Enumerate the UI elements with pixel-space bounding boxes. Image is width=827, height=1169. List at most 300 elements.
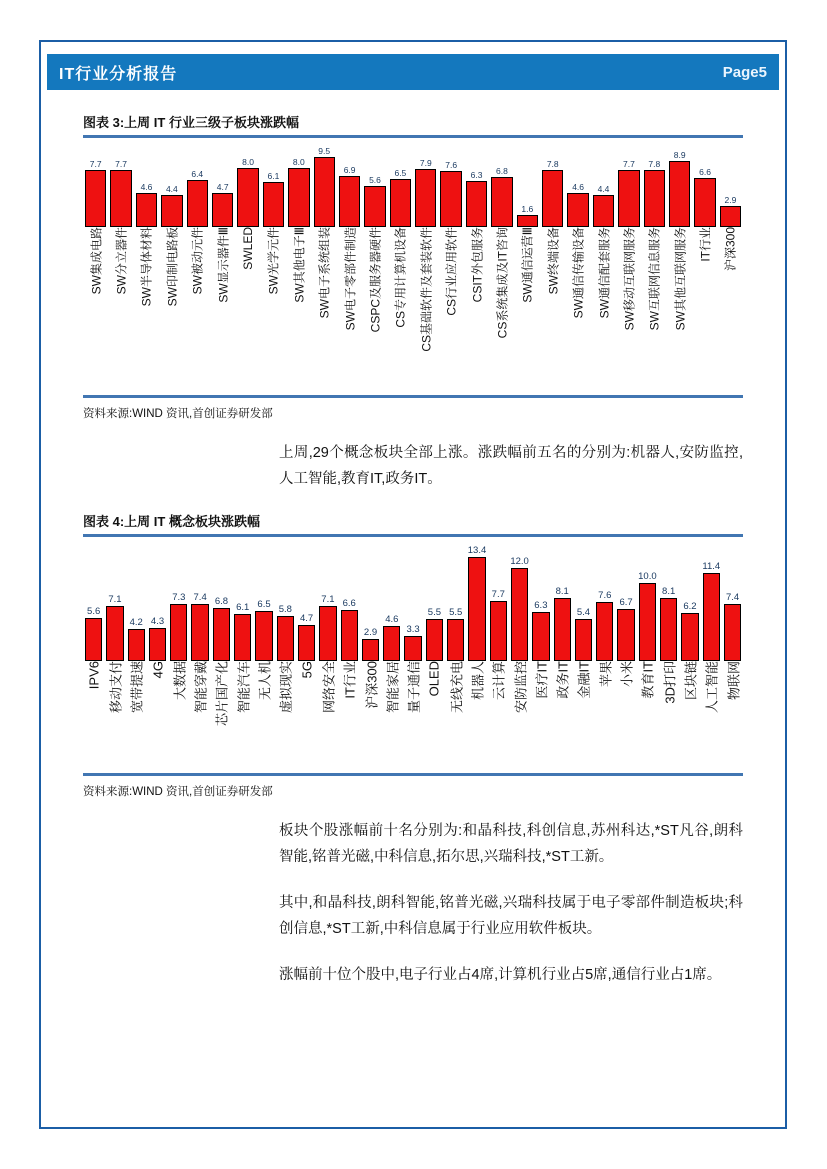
chart-column — [106, 594, 123, 773]
bar-value-label: 10.0 — [638, 571, 657, 583]
category-label-text: SW通信配套服务 — [597, 227, 611, 319]
category-label-text: 3D打印 — [662, 661, 678, 705]
bar-value-label: 5.8 — [278, 604, 292, 616]
figure3-chart — [83, 146, 743, 395]
category-label — [511, 661, 528, 773]
chart-column — [681, 601, 698, 773]
category-label-text: IT行业 — [342, 661, 358, 699]
category-label — [468, 661, 485, 773]
chart-column — [136, 182, 157, 395]
category-label — [669, 227, 690, 395]
bar-value-label: 7.8 — [546, 158, 559, 169]
category-label — [517, 227, 538, 395]
bar-value-label: 4.4 — [165, 183, 178, 194]
chart-column — [618, 159, 639, 395]
chart-column — [596, 590, 613, 773]
bar-value-label: 7.7 — [491, 589, 505, 601]
category-label — [85, 227, 106, 395]
bar — [106, 606, 123, 661]
category-label-text: 4G — [150, 661, 166, 679]
category-label — [263, 227, 284, 395]
bar-value-label: 4.3 — [150, 615, 165, 627]
category-label — [426, 661, 443, 773]
chart-column — [466, 170, 487, 396]
category-label-text: 网络安全 — [321, 661, 337, 714]
category-label-text: CS系统集成及IT咨询 — [495, 227, 510, 339]
bar — [161, 195, 182, 228]
category-label — [554, 661, 571, 773]
category-label — [136, 227, 157, 395]
category-label-text: 云计算 — [491, 661, 507, 701]
bar-value-label: 2.9 — [363, 626, 378, 638]
category-label-text: SW电子零部件制造 — [343, 227, 358, 331]
paragraph-4: 涨幅前十位个股中,电子行业占4席,计算机行业占5席,通信行业占1席。 — [279, 966, 722, 983]
category-label-text: 智能家居 — [385, 661, 401, 714]
bar — [170, 604, 187, 661]
category-label — [639, 661, 656, 773]
category-label — [567, 227, 588, 395]
category-label — [617, 661, 634, 773]
chart-column — [724, 592, 741, 774]
bar-value-label: 6.4 — [191, 168, 204, 179]
bar — [466, 181, 487, 228]
category-label — [362, 661, 379, 773]
bar-value-label: 3.3 — [406, 623, 420, 635]
bar-value-label: 6.8 — [496, 165, 508, 176]
category-label-text: CSIT外包服务 — [470, 227, 485, 303]
category-label-text: 教育IT — [640, 661, 656, 699]
bar — [277, 616, 294, 661]
category-label — [440, 227, 461, 395]
bar — [110, 170, 131, 227]
report-title: IT行业分析报告 — [59, 65, 178, 83]
chart-column — [212, 182, 233, 396]
bar — [298, 625, 315, 662]
bar-value-label: 4.2 — [129, 616, 143, 628]
bar-value-label: 7.7 — [622, 159, 635, 170]
chart-column — [415, 158, 436, 395]
chart-column — [161, 184, 182, 396]
bar-value-label: 5.6 — [87, 605, 101, 617]
chart-column — [288, 157, 309, 395]
chart-column — [110, 159, 131, 395]
bar — [187, 180, 208, 227]
category-label — [170, 661, 187, 773]
category-label — [491, 227, 512, 395]
page-frame — [39, 40, 787, 1129]
chart-column — [149, 616, 166, 774]
category-label — [106, 661, 123, 773]
category-label — [161, 227, 182, 395]
bar-value-label: 6.3 — [470, 169, 483, 180]
bar-value-label: 6.6 — [699, 167, 711, 178]
category-label — [212, 227, 233, 395]
bar-value-label: 1.6 — [521, 204, 534, 215]
bar-value-label: 5.4 — [576, 607, 591, 619]
category-label-text: SW印制电路板 — [165, 227, 180, 307]
category-label-text: SW光学元件 — [266, 227, 281, 295]
category-label-text: SW通信运营Ⅲ — [520, 227, 535, 303]
bar — [85, 170, 106, 227]
bar-value-label: 6.2 — [683, 601, 697, 613]
category-label — [490, 661, 507, 773]
chart-column — [341, 598, 358, 773]
paragraph-1: 上周,29个概念板块全部上涨。涨跌幅前五名的分别为:机器人,安防监控,人工智能,教育IT,政务IT。 — [279, 445, 743, 488]
category-label — [298, 661, 315, 773]
category-label-text: SW半导体材料 — [139, 227, 154, 307]
bar — [644, 170, 665, 228]
category-label — [187, 227, 208, 395]
bar-value-label: 6.9 — [343, 165, 356, 176]
category-label — [288, 227, 309, 395]
bar-value-label: 7.3 — [172, 592, 186, 604]
category-label-text: SW移动互联网服务 — [622, 227, 637, 331]
category-label — [618, 227, 639, 395]
bar — [234, 614, 251, 662]
category-label — [724, 661, 741, 773]
bar-value-label: 6.1 — [267, 171, 280, 182]
category-label-text: 医疗IT — [534, 661, 550, 699]
chart-column — [85, 159, 106, 395]
bar-value-label: 7.7 — [89, 159, 102, 170]
bar-value-label: 6.3 — [534, 600, 548, 612]
bar — [339, 176, 360, 227]
chart-column — [191, 592, 208, 774]
bar — [341, 610, 358, 661]
bar-value-label: 11.4 — [702, 560, 721, 572]
category-label — [596, 661, 613, 773]
chart-column — [237, 157, 258, 395]
bar — [136, 193, 157, 227]
category-label — [593, 227, 614, 395]
category-label-text: 移动支付 — [108, 661, 124, 714]
bar-value-label: 8.0 — [292, 157, 305, 168]
category-label — [575, 661, 592, 773]
category-label — [319, 661, 336, 773]
page-content — [41, 90, 785, 988]
bar-value-label: 6.5 — [257, 598, 271, 610]
bar — [390, 179, 411, 227]
chart-column — [362, 627, 379, 774]
category-label-text: SW通信传输设备 — [571, 227, 586, 319]
bar-value-label: 7.6 — [598, 590, 612, 602]
chart-column — [263, 171, 284, 395]
bar-value-label: 9.5 — [318, 146, 331, 156]
bar-value-label: 8.1 — [662, 586, 676, 598]
bar — [383, 626, 400, 662]
bar — [415, 169, 436, 227]
category-label-text: 苹果 — [598, 661, 614, 688]
bar — [703, 573, 720, 662]
chart-column — [314, 146, 335, 395]
figure4-bottom-rule — [83, 773, 743, 776]
paragraph-3: 其中,和晶科技,朗科智能,铭普光磁,兴瑞科技属于电子零部件制造板块;科创信息,*ST工新,中科信息属于行业应用软件板块。 — [279, 895, 743, 937]
category-label-text: 智能汽车 — [236, 661, 252, 714]
bar — [567, 193, 588, 227]
bar-value-label: 13.4 — [467, 544, 487, 556]
category-label-text: 沪深300 — [723, 227, 738, 272]
category-label-text: 政务IT — [555, 661, 571, 699]
chart-column — [468, 545, 485, 774]
category-label — [660, 661, 677, 773]
bar — [191, 604, 208, 662]
bar-value-label: 4.7 — [300, 612, 314, 624]
category-label-text: SW集成电路 — [89, 227, 104, 295]
category-label-text: 智能穿戴 — [193, 661, 209, 714]
category-label-text: 5G — [299, 661, 315, 679]
figure3-caption: 图表 3:上周 IT 行业三级子板块涨跌幅 — [83, 115, 299, 130]
bar-value-label: 6.5 — [394, 168, 407, 179]
chart-column — [511, 556, 528, 774]
bar — [404, 636, 421, 662]
chart-column — [187, 169, 208, 395]
chart-column — [644, 159, 665, 396]
bar-value-label: 4.4 — [597, 183, 610, 194]
category-label-text: 安防监控 — [513, 661, 529, 714]
bar — [669, 161, 690, 227]
bar — [362, 639, 379, 662]
bar-value-label: 4.6 — [572, 182, 585, 193]
figure4-chart — [83, 545, 743, 774]
bar — [639, 583, 656, 661]
figure3-bottom-rule — [83, 395, 743, 398]
bar — [694, 178, 715, 227]
chart-column — [575, 607, 592, 773]
chart-column — [694, 167, 715, 395]
category-label — [447, 661, 464, 773]
bar-value-label: 4.6 — [385, 613, 399, 625]
category-label-text: 大数据 — [172, 661, 188, 701]
category-label — [234, 661, 251, 773]
chart-column — [517, 204, 538, 395]
category-label — [644, 227, 665, 395]
bar — [532, 612, 549, 661]
category-label-text: 沪深300 — [364, 661, 379, 710]
chart-column — [339, 165, 360, 395]
chart-column — [298, 613, 315, 774]
category-label — [415, 227, 436, 395]
category-label — [341, 661, 358, 773]
bar-value-label: 5.5 — [427, 606, 441, 618]
category-label — [277, 661, 294, 773]
bar — [724, 604, 741, 662]
category-label-text: 芯片国产化 — [214, 661, 230, 727]
chart-column — [213, 596, 230, 773]
category-label-text: SW其他互联网服务 — [673, 227, 688, 331]
bar — [618, 170, 639, 227]
category-label — [532, 661, 549, 773]
bar-value-label: 7.6 — [445, 160, 458, 171]
category-label — [703, 661, 720, 773]
chart-column — [542, 159, 563, 396]
bar — [314, 157, 335, 227]
category-label — [128, 661, 145, 773]
bar — [617, 609, 634, 661]
bar — [213, 608, 230, 661]
bar-value-label: 6.1 — [236, 601, 250, 613]
category-label-text: 小米 — [619, 661, 635, 688]
chart-column — [170, 592, 187, 773]
page-number: Page5 — [722, 63, 767, 81]
bar — [364, 186, 385, 227]
bar — [720, 206, 741, 227]
figure4-caption: 图表 4:上周 IT 概念板块涨跌幅 — [83, 513, 260, 529]
bar-value-label: 2.9 — [724, 194, 737, 205]
bar — [554, 598, 571, 661]
bar-value-label: 4.6 — [140, 182, 153, 193]
bar — [517, 215, 538, 227]
bar — [288, 168, 309, 227]
figure3-top-rule — [83, 135, 743, 138]
figure4-top-rule — [83, 534, 743, 537]
category-label-text: 虚拟现实 — [278, 661, 294, 714]
figure3-source: 资料来源:WIND 资讯,首创证券研发部 — [83, 408, 273, 421]
category-label-text: IPV6 — [86, 661, 102, 690]
bar — [491, 177, 512, 227]
bar — [468, 557, 485, 662]
chart-column — [255, 599, 272, 774]
chart-column — [426, 607, 443, 774]
bar-value-label: 7.8 — [648, 158, 661, 169]
bar — [149, 628, 166, 662]
chart-column — [277, 604, 294, 773]
chart-column — [554, 586, 571, 773]
chart-column — [234, 602, 251, 774]
category-label — [85, 661, 102, 773]
category-label — [191, 661, 208, 773]
chart-column — [383, 614, 400, 774]
category-label — [694, 227, 715, 395]
category-label — [681, 661, 698, 773]
chart-column — [390, 168, 411, 395]
bar — [593, 195, 614, 228]
category-label — [314, 227, 335, 395]
bar-value-label: 5.5 — [449, 606, 463, 618]
bar-value-label: 7.1 — [321, 594, 335, 606]
bar — [255, 611, 272, 662]
chart-column — [639, 571, 656, 773]
bar — [660, 598, 677, 661]
chart-column — [364, 175, 385, 395]
bar-value-label: 6.6 — [342, 597, 356, 609]
category-label-text: SW显示器件Ⅲ — [216, 227, 231, 303]
category-label — [720, 227, 741, 395]
category-label — [466, 227, 487, 395]
chart-column — [319, 594, 336, 773]
category-label-text: CSPC及服务器硬件 — [368, 227, 383, 333]
bar-value-label: 7.7 — [115, 159, 127, 170]
bar-value-label: 8.0 — [242, 157, 254, 168]
category-label-text: IT行业 — [698, 227, 713, 262]
category-label-text: CS基础软件及套装软件 — [419, 227, 434, 352]
chart-column — [447, 607, 464, 774]
chart-column — [532, 600, 549, 773]
bar — [212, 193, 233, 228]
bar — [426, 619, 443, 662]
bar — [511, 568, 528, 662]
bar — [575, 619, 592, 661]
category-label-text: SW其他电子Ⅲ — [292, 227, 307, 303]
bar — [237, 168, 258, 227]
bar — [542, 170, 563, 228]
category-label-text: 量子通信 — [406, 661, 422, 714]
bar-value-label: 12.0 — [510, 555, 529, 567]
category-label — [364, 227, 385, 395]
category-label-text: 人工智能 — [704, 661, 720, 714]
chart-column — [491, 166, 512, 395]
bar — [681, 613, 698, 661]
category-label-text: SWLED — [241, 227, 256, 270]
category-label-text: SW互联网信息服务 — [647, 227, 662, 331]
category-label — [390, 227, 411, 395]
category-label-text: SW终端设备 — [546, 227, 561, 295]
category-label-text: SW被动元件 — [190, 227, 205, 295]
bar-value-label: 5.6 — [369, 174, 381, 185]
category-label — [383, 661, 400, 773]
category-label — [255, 661, 272, 773]
category-label-text: 无人机 — [257, 661, 273, 701]
category-label-text: SW分立器件 — [114, 227, 129, 295]
category-label-text: 物联网 — [726, 661, 742, 701]
category-label-text: OLED — [426, 661, 442, 697]
chart-column — [440, 160, 461, 395]
bar-value-label: 6.8 — [214, 596, 229, 608]
category-label-text: 无线充电 — [449, 661, 465, 714]
bar-value-label: 4.7 — [216, 181, 229, 192]
chart-column — [660, 586, 677, 773]
bar-value-label: 7.1 — [108, 594, 122, 606]
bar-value-label: 8.1 — [555, 586, 569, 598]
chart-column — [720, 195, 741, 395]
chart-column — [669, 150, 690, 395]
chart-column — [490, 589, 507, 773]
category-label-text: 机器人 — [470, 661, 486, 701]
category-label — [542, 227, 563, 395]
paragraph-2: 板块个股涨幅前十名分别为:和晶科技,科创信息,苏州科达,*ST凡谷,朗科智能,铭普光磁,中科信息,拓尔思,兴瑞科技,*ST工新。 — [279, 823, 743, 866]
bar-value-label: 7.9 — [419, 157, 432, 168]
bar — [128, 629, 145, 662]
category-label — [149, 661, 166, 773]
category-label-text: 区块链 — [683, 661, 699, 701]
category-label — [339, 227, 360, 395]
chart-column — [85, 606, 102, 774]
bar — [440, 171, 461, 227]
category-label — [213, 661, 230, 773]
category-label — [404, 661, 421, 773]
category-label — [237, 227, 258, 395]
bar — [85, 618, 102, 662]
category-label — [110, 227, 131, 395]
category-label-text: CS行业应用软件 — [444, 227, 459, 316]
figure4-source: 资料来源:WIND 资讯,首创证券研发部 — [83, 786, 273, 799]
bar-value-label: 7.4 — [725, 591, 740, 603]
bar-value-label: 7.4 — [193, 591, 207, 603]
bar — [447, 619, 464, 662]
bar — [596, 602, 613, 661]
chart-column — [404, 624, 421, 774]
chart-column — [593, 184, 614, 396]
bar — [490, 601, 507, 661]
bar — [263, 182, 284, 227]
category-label-text: CS专用计算机设备 — [393, 227, 408, 328]
bar-value-label: 8.9 — [673, 150, 686, 161]
category-label-text: 宽带提速 — [129, 661, 145, 714]
chart-column — [567, 182, 588, 395]
category-label-text: 金融IT — [576, 661, 592, 699]
category-label-text: SW电子系统组装 — [317, 227, 332, 319]
page-header — [47, 54, 779, 90]
chart-column — [617, 597, 634, 773]
